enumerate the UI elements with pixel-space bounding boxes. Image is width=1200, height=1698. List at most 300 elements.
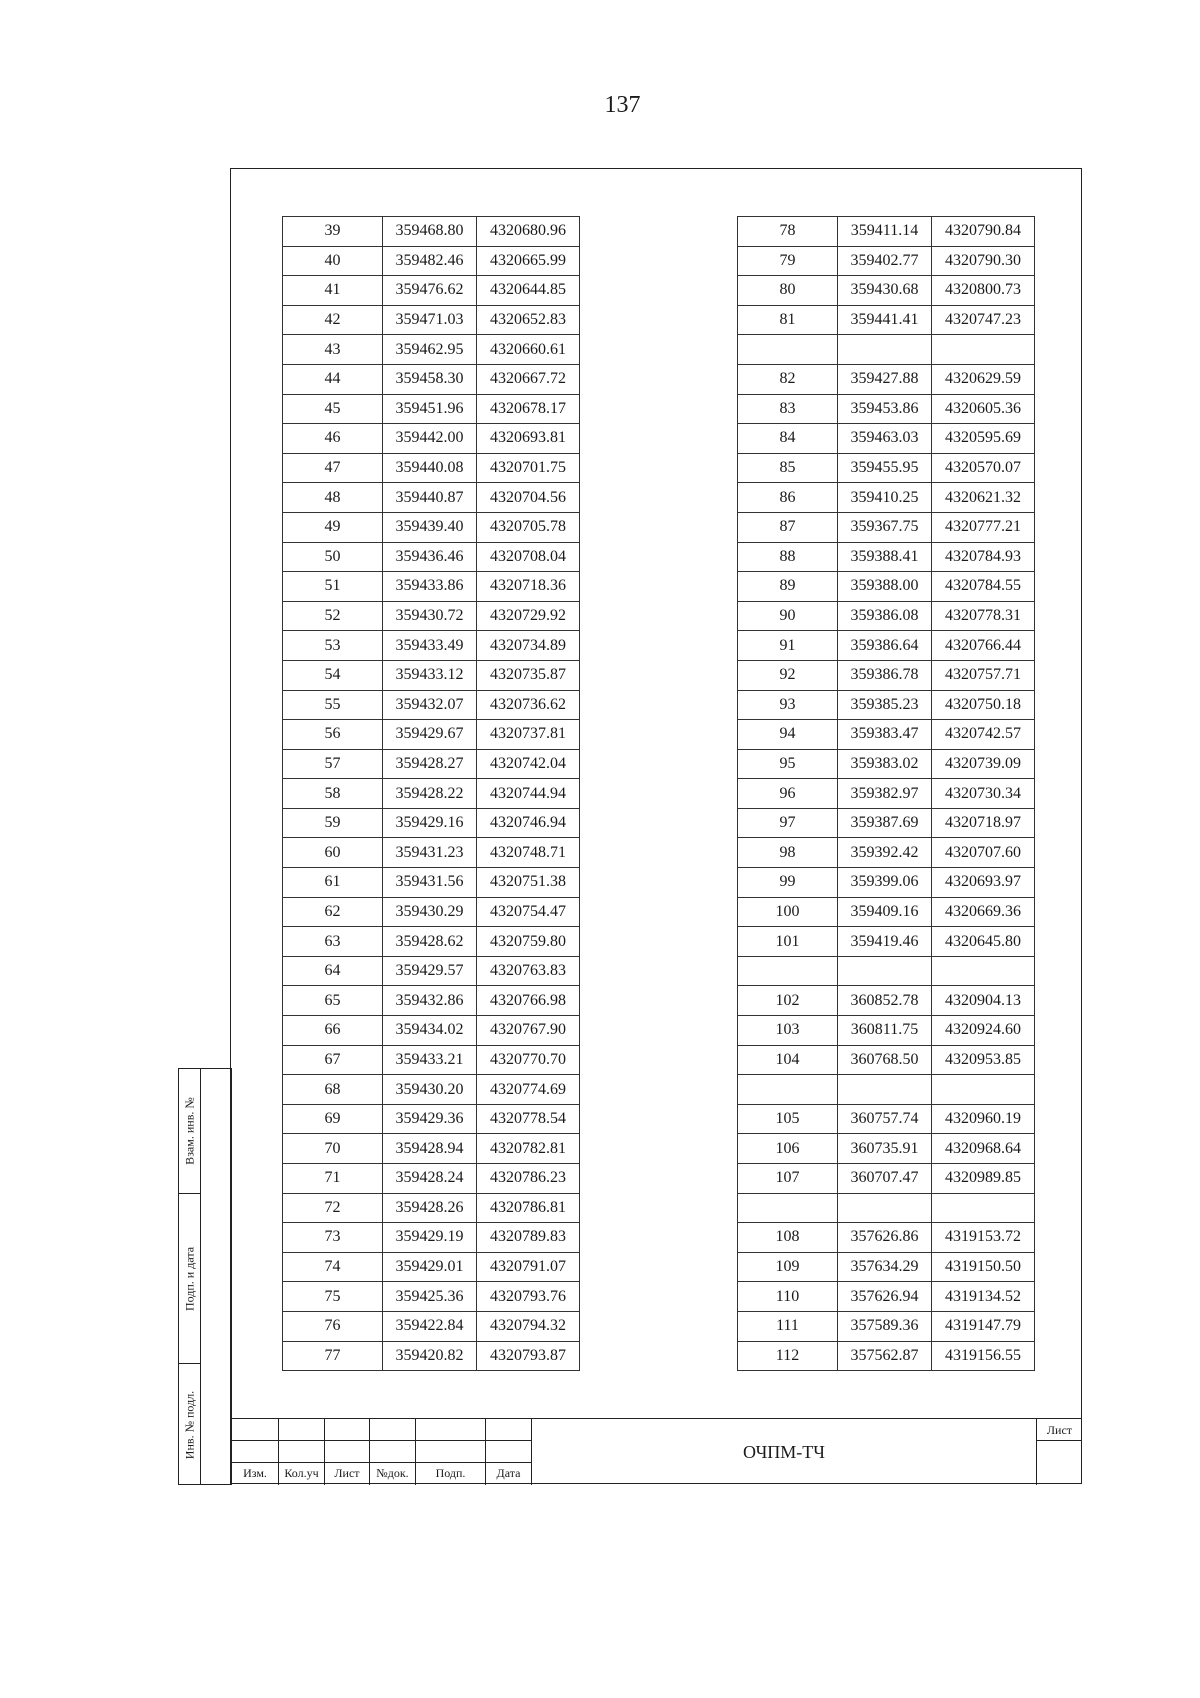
y-coordinate-cell: 4320595.69 — [932, 424, 1035, 454]
table-row — [738, 1311, 1035, 1341]
x-coordinate-cell: 359429.67 — [383, 720, 477, 750]
point-number-cell: 71 — [283, 1164, 383, 1194]
x-coordinate-cell: 359431.23 — [383, 838, 477, 868]
y-coordinate-cell — [932, 1193, 1035, 1223]
table-row — [738, 424, 1035, 454]
table-row — [738, 690, 1035, 720]
table-row — [738, 601, 1035, 631]
x-coordinate-cell: 359432.07 — [383, 690, 477, 720]
x-coordinate-cell: 359430.72 — [383, 601, 477, 631]
point-number-cell: 92 — [738, 660, 838, 690]
y-coordinate-cell: 4320800.73 — [932, 276, 1035, 306]
point-number-cell: 79 — [738, 246, 838, 276]
point-number-cell — [738, 1193, 838, 1223]
y-coordinate-cell: 4320904.13 — [932, 986, 1035, 1016]
x-coordinate-cell: 360852.78 — [838, 986, 932, 1016]
y-coordinate-cell: 4320790.84 — [932, 217, 1035, 247]
table-row — [738, 631, 1035, 661]
table-row — [738, 720, 1035, 750]
x-coordinate-cell — [838, 1193, 932, 1223]
x-coordinate-cell: 359462.95 — [383, 335, 477, 365]
point-number-cell: 67 — [283, 1045, 383, 1075]
x-coordinate-cell: 359428.94 — [383, 1134, 477, 1164]
point-number-cell: 105 — [738, 1104, 838, 1134]
side-label-vzam: Взам. инв. № — [182, 1097, 196, 1165]
y-coordinate-cell: 4320757.71 — [932, 660, 1035, 690]
x-coordinate-cell: 359430.20 — [383, 1075, 477, 1105]
table-row — [283, 986, 580, 1016]
table-row — [738, 1282, 1035, 1312]
point-number-cell — [738, 335, 838, 365]
point-number-cell: 53 — [283, 631, 383, 661]
y-coordinate-cell: 4319156.55 — [932, 1341, 1035, 1371]
page-number: 137 — [604, 92, 641, 118]
y-coordinate-cell: 4320763.83 — [477, 956, 580, 986]
y-coordinate-cell: 4320708.04 — [477, 542, 580, 572]
y-coordinate-cell: 4320718.36 — [477, 572, 580, 602]
table-row — [738, 1341, 1035, 1371]
point-number-cell: 43 — [283, 335, 383, 365]
point-number-cell: 83 — [738, 394, 838, 424]
point-number-cell: 93 — [738, 690, 838, 720]
point-number-cell: 86 — [738, 483, 838, 513]
table-row — [738, 1193, 1035, 1223]
table-row — [738, 1045, 1035, 1075]
x-coordinate-cell: 359427.88 — [838, 364, 932, 394]
table-row — [283, 1223, 580, 1253]
x-coordinate-cell: 359429.19 — [383, 1223, 477, 1253]
y-coordinate-cell: 4319147.79 — [932, 1311, 1035, 1341]
side-label-podp: Подп. и дата — [182, 1246, 196, 1311]
point-number-cell: 109 — [738, 1252, 838, 1282]
table-row — [738, 868, 1035, 898]
y-coordinate-cell: 4320736.62 — [477, 690, 580, 720]
point-number-cell: 40 — [283, 246, 383, 276]
point-number-cell: 85 — [738, 453, 838, 483]
y-coordinate-cell: 4320746.94 — [477, 808, 580, 838]
y-coordinate-cell: 4319153.72 — [932, 1223, 1035, 1253]
point-number-cell: 77 — [283, 1341, 383, 1371]
x-coordinate-cell — [838, 1075, 932, 1105]
table-row — [283, 512, 580, 542]
table-row — [738, 512, 1035, 542]
table-row — [738, 897, 1035, 927]
point-number-cell: 75 — [283, 1282, 383, 1312]
point-number-cell: 84 — [738, 424, 838, 454]
y-coordinate-cell: 4320778.54 — [477, 1104, 580, 1134]
table-row — [283, 424, 580, 454]
table-row — [283, 1164, 580, 1194]
point-number-cell: 98 — [738, 838, 838, 868]
x-coordinate-cell: 359399.06 — [838, 868, 932, 898]
table-row — [283, 394, 580, 424]
x-coordinate-cell: 359428.22 — [383, 779, 477, 809]
x-coordinate-cell: 359428.62 — [383, 927, 477, 957]
point-number-cell: 94 — [738, 720, 838, 750]
y-coordinate-cell: 4320766.44 — [932, 631, 1035, 661]
y-coordinate-cell: 4320774.69 — [477, 1075, 580, 1105]
table-row — [283, 631, 580, 661]
x-coordinate-cell: 360757.74 — [838, 1104, 932, 1134]
table-row — [283, 897, 580, 927]
table-row — [283, 720, 580, 750]
x-coordinate-cell: 359428.24 — [383, 1164, 477, 1194]
x-coordinate-cell: 359440.08 — [383, 453, 477, 483]
y-coordinate-cell: 4320784.93 — [932, 542, 1035, 572]
x-coordinate-cell: 359429.57 — [383, 956, 477, 986]
table-row — [738, 1252, 1035, 1282]
y-coordinate-cell: 4320570.07 — [932, 453, 1035, 483]
table-row — [738, 453, 1035, 483]
y-coordinate-cell: 4320629.59 — [932, 364, 1035, 394]
side-label-inv: Инв. № подл. — [182, 1390, 196, 1459]
table-row — [738, 956, 1035, 986]
x-coordinate-cell: 359428.26 — [383, 1193, 477, 1223]
x-coordinate-cell: 359386.64 — [838, 631, 932, 661]
x-coordinate-cell — [838, 956, 932, 986]
x-coordinate-cell: 359451.96 — [383, 394, 477, 424]
point-number-cell: 91 — [738, 631, 838, 661]
y-coordinate-cell: 4320742.04 — [477, 749, 580, 779]
table-row — [283, 838, 580, 868]
y-coordinate-cell: 4320924.60 — [932, 1016, 1035, 1046]
point-number-cell: 70 — [283, 1134, 383, 1164]
x-coordinate-cell: 359432.86 — [383, 986, 477, 1016]
point-number-cell: 90 — [738, 601, 838, 631]
table-row — [738, 1104, 1035, 1134]
point-number-cell: 82 — [738, 364, 838, 394]
y-coordinate-cell: 4320665.99 — [477, 246, 580, 276]
y-coordinate-cell: 4320782.81 — [477, 1134, 580, 1164]
x-coordinate-cell: 359433.21 — [383, 1045, 477, 1075]
y-coordinate-cell: 4320750.18 — [932, 690, 1035, 720]
point-number-cell: 62 — [283, 897, 383, 927]
y-coordinate-cell: 4320748.71 — [477, 838, 580, 868]
table-row — [283, 808, 580, 838]
point-number-cell: 63 — [283, 927, 383, 957]
point-number-cell: 41 — [283, 276, 383, 306]
point-number-cell: 100 — [738, 897, 838, 927]
x-coordinate-cell: 360707.47 — [838, 1164, 932, 1194]
x-coordinate-cell: 359433.12 — [383, 660, 477, 690]
x-coordinate-cell: 357634.29 — [838, 1252, 932, 1282]
table-row — [738, 246, 1035, 276]
x-coordinate-cell: 359468.80 — [383, 217, 477, 247]
x-coordinate-cell: 357626.94 — [838, 1282, 932, 1312]
x-coordinate-cell — [838, 335, 932, 365]
y-coordinate-cell: 4320735.87 — [477, 660, 580, 690]
point-number-cell: 57 — [283, 749, 383, 779]
y-coordinate-cell: 4319150.50 — [932, 1252, 1035, 1282]
x-coordinate-cell: 359428.27 — [383, 749, 477, 779]
y-coordinate-cell: 4320704.56 — [477, 483, 580, 513]
point-number-cell: 78 — [738, 217, 838, 247]
table-row — [283, 276, 580, 306]
table-row — [738, 572, 1035, 602]
table-row — [283, 601, 580, 631]
x-coordinate-cell: 359382.97 — [838, 779, 932, 809]
tb-label-podp: Подп. — [416, 1463, 486, 1485]
point-number-cell: 87 — [738, 512, 838, 542]
point-number-cell: 48 — [283, 483, 383, 513]
y-coordinate-cell: 4320705.78 — [477, 512, 580, 542]
x-coordinate-cell: 359411.14 — [838, 217, 932, 247]
x-coordinate-cell: 359431.56 — [383, 868, 477, 898]
x-coordinate-cell: 359453.86 — [838, 394, 932, 424]
side-cell-vzam — [179, 1069, 201, 1194]
x-coordinate-cell: 359419.46 — [838, 927, 932, 957]
y-coordinate-cell: 4320667.72 — [477, 364, 580, 394]
table-row — [283, 305, 580, 335]
point-number-cell: 103 — [738, 1016, 838, 1046]
y-coordinate-cell: 4320605.36 — [932, 394, 1035, 424]
x-coordinate-cell: 359383.47 — [838, 720, 932, 750]
table-row — [738, 542, 1035, 572]
table-row — [738, 483, 1035, 513]
point-number-cell: 112 — [738, 1341, 838, 1371]
point-number-cell: 97 — [738, 808, 838, 838]
table-row — [283, 927, 580, 957]
table-row — [283, 542, 580, 572]
table-row — [738, 394, 1035, 424]
y-coordinate-cell: 4320737.81 — [477, 720, 580, 750]
y-coordinate-cell: 4320770.70 — [477, 1045, 580, 1075]
tb-label-list: Лист — [325, 1463, 370, 1485]
x-coordinate-cell: 359458.30 — [383, 364, 477, 394]
x-coordinate-cell: 359385.23 — [838, 690, 932, 720]
point-number-cell: 72 — [283, 1193, 383, 1223]
table-row — [283, 956, 580, 986]
table-row — [283, 660, 580, 690]
point-number-cell: 55 — [283, 690, 383, 720]
table-row — [283, 1075, 580, 1105]
y-coordinate-cell: 4320747.23 — [932, 305, 1035, 335]
point-number-cell: 107 — [738, 1164, 838, 1194]
point-number-cell: 52 — [283, 601, 383, 631]
point-number-cell: 66 — [283, 1016, 383, 1046]
y-coordinate-cell: 4320742.57 — [932, 720, 1035, 750]
x-coordinate-cell: 359422.84 — [383, 1311, 477, 1341]
table-row — [738, 779, 1035, 809]
y-coordinate-cell: 4320790.30 — [932, 246, 1035, 276]
y-coordinate-cell: 4320701.75 — [477, 453, 580, 483]
table-row — [738, 305, 1035, 335]
x-coordinate-cell: 359402.77 — [838, 246, 932, 276]
y-coordinate-cell: 4320730.34 — [932, 779, 1035, 809]
point-number-cell: 89 — [738, 572, 838, 602]
x-coordinate-cell: 359392.42 — [838, 838, 932, 868]
document-code: ОЧПМ-ТЧ — [532, 1419, 1037, 1485]
y-coordinate-cell: 4320778.31 — [932, 601, 1035, 631]
x-coordinate-cell: 359388.00 — [838, 572, 932, 602]
point-number-cell: 64 — [283, 956, 383, 986]
y-coordinate-cell: 4320621.32 — [932, 483, 1035, 513]
y-coordinate-cell: 4320660.61 — [477, 335, 580, 365]
x-coordinate-cell: 359442.00 — [383, 424, 477, 454]
tb-label-koluch: Кол.уч — [279, 1463, 325, 1485]
y-coordinate-cell: 4320767.90 — [477, 1016, 580, 1046]
y-coordinate-cell: 4320784.55 — [932, 572, 1035, 602]
x-coordinate-cell: 359429.01 — [383, 1252, 477, 1282]
point-number-cell: 108 — [738, 1223, 838, 1253]
table-row — [283, 1045, 580, 1075]
y-coordinate-cell: 4320791.07 — [477, 1252, 580, 1282]
table-row — [283, 364, 580, 394]
y-coordinate-cell: 4320794.32 — [477, 1311, 580, 1341]
x-coordinate-cell: 359482.46 — [383, 246, 477, 276]
point-number-cell: 47 — [283, 453, 383, 483]
x-coordinate-cell: 359430.68 — [838, 276, 932, 306]
point-number-cell: 65 — [283, 986, 383, 1016]
y-coordinate-cell: 4320793.76 — [477, 1282, 580, 1312]
x-coordinate-cell: 359436.46 — [383, 542, 477, 572]
table-row — [283, 1193, 580, 1223]
point-number-cell: 54 — [283, 660, 383, 690]
y-coordinate-cell: 4320707.60 — [932, 838, 1035, 868]
table-row — [283, 453, 580, 483]
y-coordinate-cell: 4320789.83 — [477, 1223, 580, 1253]
x-coordinate-cell: 359439.40 — [383, 512, 477, 542]
point-number-cell: 44 — [283, 364, 383, 394]
x-coordinate-cell: 359410.25 — [838, 483, 932, 513]
y-coordinate-cell: 4320968.64 — [932, 1134, 1035, 1164]
y-coordinate-cell: 4320739.09 — [932, 749, 1035, 779]
x-coordinate-cell: 359455.95 — [838, 453, 932, 483]
y-coordinate-cell: 4320693.97 — [932, 868, 1035, 898]
table-row — [283, 1282, 580, 1312]
x-coordinate-cell: 359429.36 — [383, 1104, 477, 1134]
title-block-grid — [232, 1419, 532, 1485]
side-stamp-strip — [178, 1068, 232, 1485]
point-number-cell: 80 — [738, 276, 838, 306]
table-row — [738, 1016, 1035, 1046]
x-coordinate-cell: 359430.29 — [383, 897, 477, 927]
coordinates-table-right — [737, 216, 1035, 1371]
table-row — [283, 1341, 580, 1371]
point-number-cell: 95 — [738, 749, 838, 779]
point-number-cell: 76 — [283, 1311, 383, 1341]
x-coordinate-cell: 360768.50 — [838, 1045, 932, 1075]
point-number-cell: 99 — [738, 868, 838, 898]
x-coordinate-cell: 359433.86 — [383, 572, 477, 602]
y-coordinate-cell: 4320953.85 — [932, 1045, 1035, 1075]
y-coordinate-cell: 4320644.85 — [477, 276, 580, 306]
point-number-cell: 111 — [738, 1311, 838, 1341]
point-number-cell: 110 — [738, 1282, 838, 1312]
point-number-cell: 68 — [283, 1075, 383, 1105]
side-cell-podp — [179, 1194, 201, 1364]
table-row — [738, 276, 1035, 306]
table-row — [738, 1134, 1035, 1164]
x-coordinate-cell: 359386.08 — [838, 601, 932, 631]
point-number-cell: 50 — [283, 542, 383, 572]
point-number-cell: 58 — [283, 779, 383, 809]
y-coordinate-cell: 4320751.38 — [477, 868, 580, 898]
sheet-label: Лист — [1037, 1419, 1082, 1441]
table-row — [283, 1252, 580, 1282]
point-number-cell: 45 — [283, 394, 383, 424]
point-number-cell: 101 — [738, 927, 838, 957]
point-number-cell: 46 — [283, 424, 383, 454]
x-coordinate-cell: 359471.03 — [383, 305, 477, 335]
table-row — [738, 1164, 1035, 1194]
x-coordinate-cell: 359420.82 — [383, 1341, 477, 1371]
point-number-cell: 106 — [738, 1134, 838, 1164]
table-row — [283, 779, 580, 809]
y-coordinate-cell: 4320777.21 — [932, 512, 1035, 542]
table-row — [738, 986, 1035, 1016]
point-number-cell: 61 — [283, 868, 383, 898]
table-row — [283, 572, 580, 602]
x-coordinate-cell: 357562.87 — [838, 1341, 932, 1371]
x-coordinate-cell: 359434.02 — [383, 1016, 477, 1046]
point-number-cell: 51 — [283, 572, 383, 602]
table-row — [283, 1311, 580, 1341]
table-row — [738, 838, 1035, 868]
tb-label-ndok: №док. — [370, 1463, 416, 1485]
y-coordinate-cell: 4320786.23 — [477, 1164, 580, 1194]
title-block — [232, 1418, 1082, 1485]
tb-label-izm: Изм. — [232, 1463, 279, 1485]
x-coordinate-cell: 357589.36 — [838, 1311, 932, 1341]
point-number-cell: 73 — [283, 1223, 383, 1253]
x-coordinate-cell: 359440.87 — [383, 483, 477, 513]
x-coordinate-cell: 359425.36 — [383, 1282, 477, 1312]
tb-label-data: Дата — [486, 1463, 532, 1485]
x-coordinate-cell: 357626.86 — [838, 1223, 932, 1253]
table-row — [738, 217, 1035, 247]
side-cell-inv — [179, 1364, 201, 1485]
y-coordinate-cell: 4320960.19 — [932, 1104, 1035, 1134]
table-row — [738, 660, 1035, 690]
x-coordinate-cell: 359433.49 — [383, 631, 477, 661]
table-row — [738, 927, 1035, 957]
point-number-cell: 59 — [283, 808, 383, 838]
point-number-cell: 39 — [283, 217, 383, 247]
point-number-cell: 96 — [738, 779, 838, 809]
point-number-cell — [738, 1075, 838, 1105]
x-coordinate-cell: 359441.41 — [838, 305, 932, 335]
x-coordinate-cell: 359429.16 — [383, 808, 477, 838]
table-row — [738, 364, 1035, 394]
y-coordinate-cell: 4320989.85 — [932, 1164, 1035, 1194]
point-number-cell: 102 — [738, 986, 838, 1016]
table-row — [738, 1223, 1035, 1253]
y-coordinate-cell: 4320734.89 — [477, 631, 580, 661]
y-coordinate-cell: 4320744.94 — [477, 779, 580, 809]
point-number-cell: 88 — [738, 542, 838, 572]
table-row — [738, 1075, 1035, 1105]
table-row — [283, 1016, 580, 1046]
table-row — [283, 335, 580, 365]
y-coordinate-cell — [932, 1075, 1035, 1105]
x-coordinate-cell: 359409.16 — [838, 897, 932, 927]
y-coordinate-cell: 4320766.98 — [477, 986, 580, 1016]
y-coordinate-cell: 4320693.81 — [477, 424, 580, 454]
coordinates-table-left — [282, 216, 580, 1371]
x-coordinate-cell: 359388.41 — [838, 542, 932, 572]
y-coordinate-cell: 4320678.17 — [477, 394, 580, 424]
y-coordinate-cell: 4320786.81 — [477, 1193, 580, 1223]
x-coordinate-cell: 359383.02 — [838, 749, 932, 779]
point-number-cell: 60 — [283, 838, 383, 868]
y-coordinate-cell: 4320652.83 — [477, 305, 580, 335]
y-coordinate-cell: 4320669.36 — [932, 897, 1035, 927]
table-row — [738, 335, 1035, 365]
table-row — [283, 749, 580, 779]
table-row — [283, 483, 580, 513]
point-number-cell: 74 — [283, 1252, 383, 1282]
